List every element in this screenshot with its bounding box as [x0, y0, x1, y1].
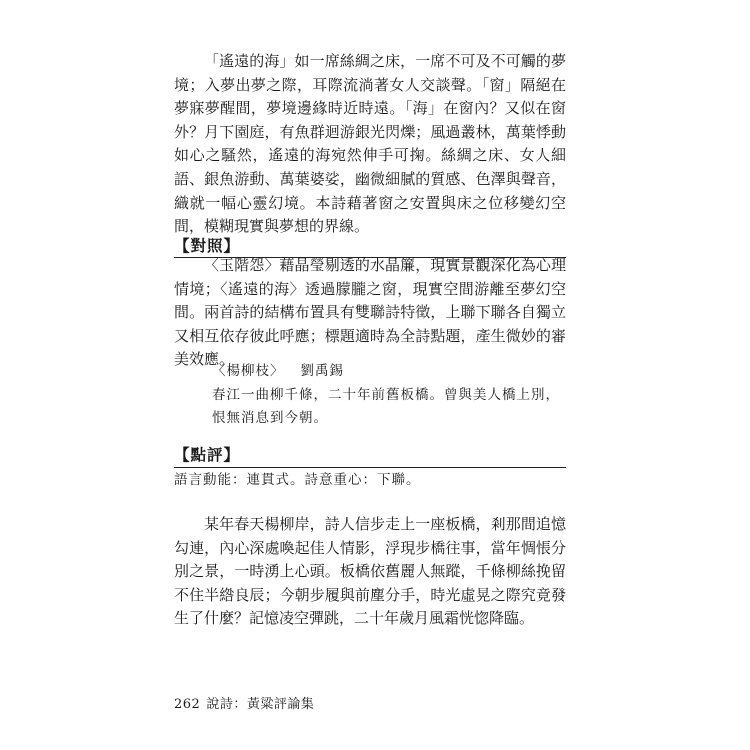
comment-text: 語言動能：連貫式。詩意重心：下聯。: [174, 472, 421, 488]
poem-author: 劉禹錫: [300, 363, 344, 379]
book-title: 說詩：黃粱評論集: [206, 697, 315, 712]
compare-paragraph: 〈玉階怨〉藉晶瑩剔透的水晶簾，現實景觀深化為心理情境；〈遙遠的海〉透過朦朧之窗，現實空間游離至夢幻空間。兩首詩的結構布置具有雙聯詩特徵，上聯下聯各自獨立又相互依存彼此呼應；標題適時為全詩點題，產生微妙的審美效應。: [174, 256, 566, 369]
comment-heading: 【點評】: [174, 445, 241, 464]
intro-paragraph: 「遙遠的海」如一席絲綢之床，一席不可及不可觸的夢境；入夢出夢之際，耳際流淌著女人交談聲。「窗」隔絕在夢寐夢醒間，夢境邊緣時近時遠。「海」在窗內？又似在窗外？月下園庭，有魚群迴游銀光閃爍；風過叢林，萬葉悸動如心之騷然，遙遠的海宛然伸手可掬。絲綢之床、女人細語、銀魚游動、萬葉婆娑，幽微細膩的質感、色澤與聲音，織就一幅心靈幻境。本詩藉著窗之安置與床之位移變幻空間，模糊現實與夢想的界線。: [174, 52, 566, 236]
page-number: 262: [174, 697, 201, 712]
compare-heading: 【對照】: [174, 236, 241, 255]
poem-text: 春江一曲柳千條，二十年前舊板橋。曾與美人橋上別，恨無消息到今朝。: [212, 387, 560, 426]
poem-title: 〈楊柳枝〉: [212, 363, 285, 379]
closing-paragraph: 某年春天楊柳岸，詩人信步走上一座板橋，剎那間追憶勾連，內心深處喚起佳人情影，浮現步橋往事，當年惆悵分別之景，一時湧上心頭。板橋依舊麗人無蹤，千條柳絲挽留不住半綹良辰；今朝步履與前塵分手，時光虛晃之際究竟發生了什麼？記憶凌空彈跳，二十年歲月風霜恍惚降臨。: [174, 515, 566, 628]
page-footer: [174, 693, 314, 712]
poem-heading: [212, 359, 344, 379]
